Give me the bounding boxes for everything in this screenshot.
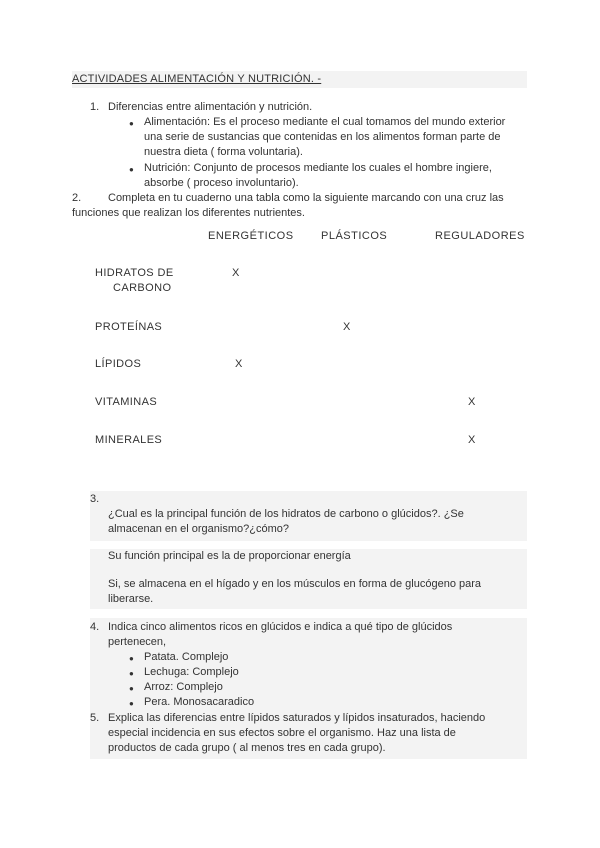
q2-number: 2. — [72, 192, 82, 204]
header-plasticos: PLÁSTICOS — [321, 230, 388, 242]
q5-line2: especial incidencia en sus efectos sobre el organismo. Haz una lista de — [108, 727, 456, 739]
q1-bullet-1-line1: Alimentación: Es el proceso mediante el cual tomamos del mundo exterior — [144, 116, 506, 128]
q1-bullet-1-line3: nuestra dieta ( forma voluntaria). — [144, 146, 303, 158]
q4-line1: Indica cinco alimentos ricos en glúcidos e indica a qué tipo de glúcidos — [108, 621, 453, 633]
q1-bullet-2-line1: Nutrición: Conjunto de procesos mediante los cuales el hombre ingiere, — [144, 162, 492, 174]
header-reguladores: REGULADORES — [435, 230, 525, 242]
q3-line2: almacenan en el organismo?¿cómo? — [108, 523, 289, 535]
q2-line2: funciones que realizan los diferentes nutrientes. — [72, 207, 305, 219]
q4-line2: pertenecen, — [108, 636, 167, 648]
q3-answer-2-line2: liberarse. — [108, 593, 154, 605]
mark-vitaminas-reguladores: X — [468, 396, 476, 408]
q3-answer-1: Su función principal es la de proporcionar energía — [108, 550, 351, 562]
q5-line3: productos de cada grupo ( al menos tres en cada grupo). — [108, 742, 386, 754]
q5-number: 5. — [90, 712, 100, 724]
q1-number: 1. — [90, 101, 100, 113]
q2-line1: Completa en tu cuaderno una tabla como la siguiente marcando con una cruz las — [108, 192, 504, 204]
q3-number: 3. — [90, 493, 100, 505]
mark-minerales-reguladores: X — [468, 434, 476, 446]
bullet-icon: ● — [129, 654, 134, 663]
bullet-icon: ● — [129, 669, 134, 678]
row-label-vitaminas: VITAMINAS — [95, 396, 158, 408]
q4-bullet-1: Patata. Complejo — [144, 651, 229, 663]
q1-text: Diferencias entre alimentación y nutrición. — [108, 101, 313, 113]
row-label-hidratos: HIDRATOS DE — [95, 267, 174, 279]
mark-hidratos-energeticos: X — [232, 267, 240, 279]
q5-line1: Explica las diferencias entre lípidos saturados y lípidos insaturados, haciendo — [108, 712, 486, 724]
q4-bullet-3: Arroz: Complejo — [144, 681, 223, 693]
q4-bullet-2: Lechuga: Complejo — [144, 666, 239, 678]
q1-bullet-2-line2: absorbe ( proceso involuntario). — [144, 177, 299, 189]
bullet-icon: ● — [129, 119, 134, 128]
page-title: ACTIVIDADES ALIMENTACIÓN Y NUTRICIÓN. - — [72, 73, 322, 85]
row-label-hidratos-line2: CARBONO — [113, 282, 172, 294]
q1-bullet-1-line2: una serie de sustancias que contenidas en los alimentos forman parte de — [144, 131, 501, 143]
row-label-lipidos: LÍPIDOS — [95, 358, 142, 370]
mark-proteinas-plasticos: X — [343, 321, 351, 333]
q4-bullet-4: Pera. Monosacaradico — [144, 696, 255, 708]
bullet-icon: ● — [129, 165, 134, 174]
mark-lipidos-energeticos: X — [235, 358, 243, 370]
q3-line1: ¿Cual es la principal función de los hidratos de carbono o glúcidos?. ¿Se — [108, 508, 464, 520]
header-energeticos: ENERGÉTICOS — [208, 230, 294, 242]
bullet-icon: ● — [129, 684, 134, 693]
row-label-proteinas: PROTEÍNAS — [95, 321, 163, 333]
row-label-minerales: MINERALES — [95, 434, 163, 446]
q4-number: 4. — [90, 621, 100, 633]
bullet-icon: ● — [129, 699, 134, 708]
q3-answer-2-line1: Si, se almacena en el hígado y en los músculos en forma de glucógeno para — [108, 578, 482, 590]
